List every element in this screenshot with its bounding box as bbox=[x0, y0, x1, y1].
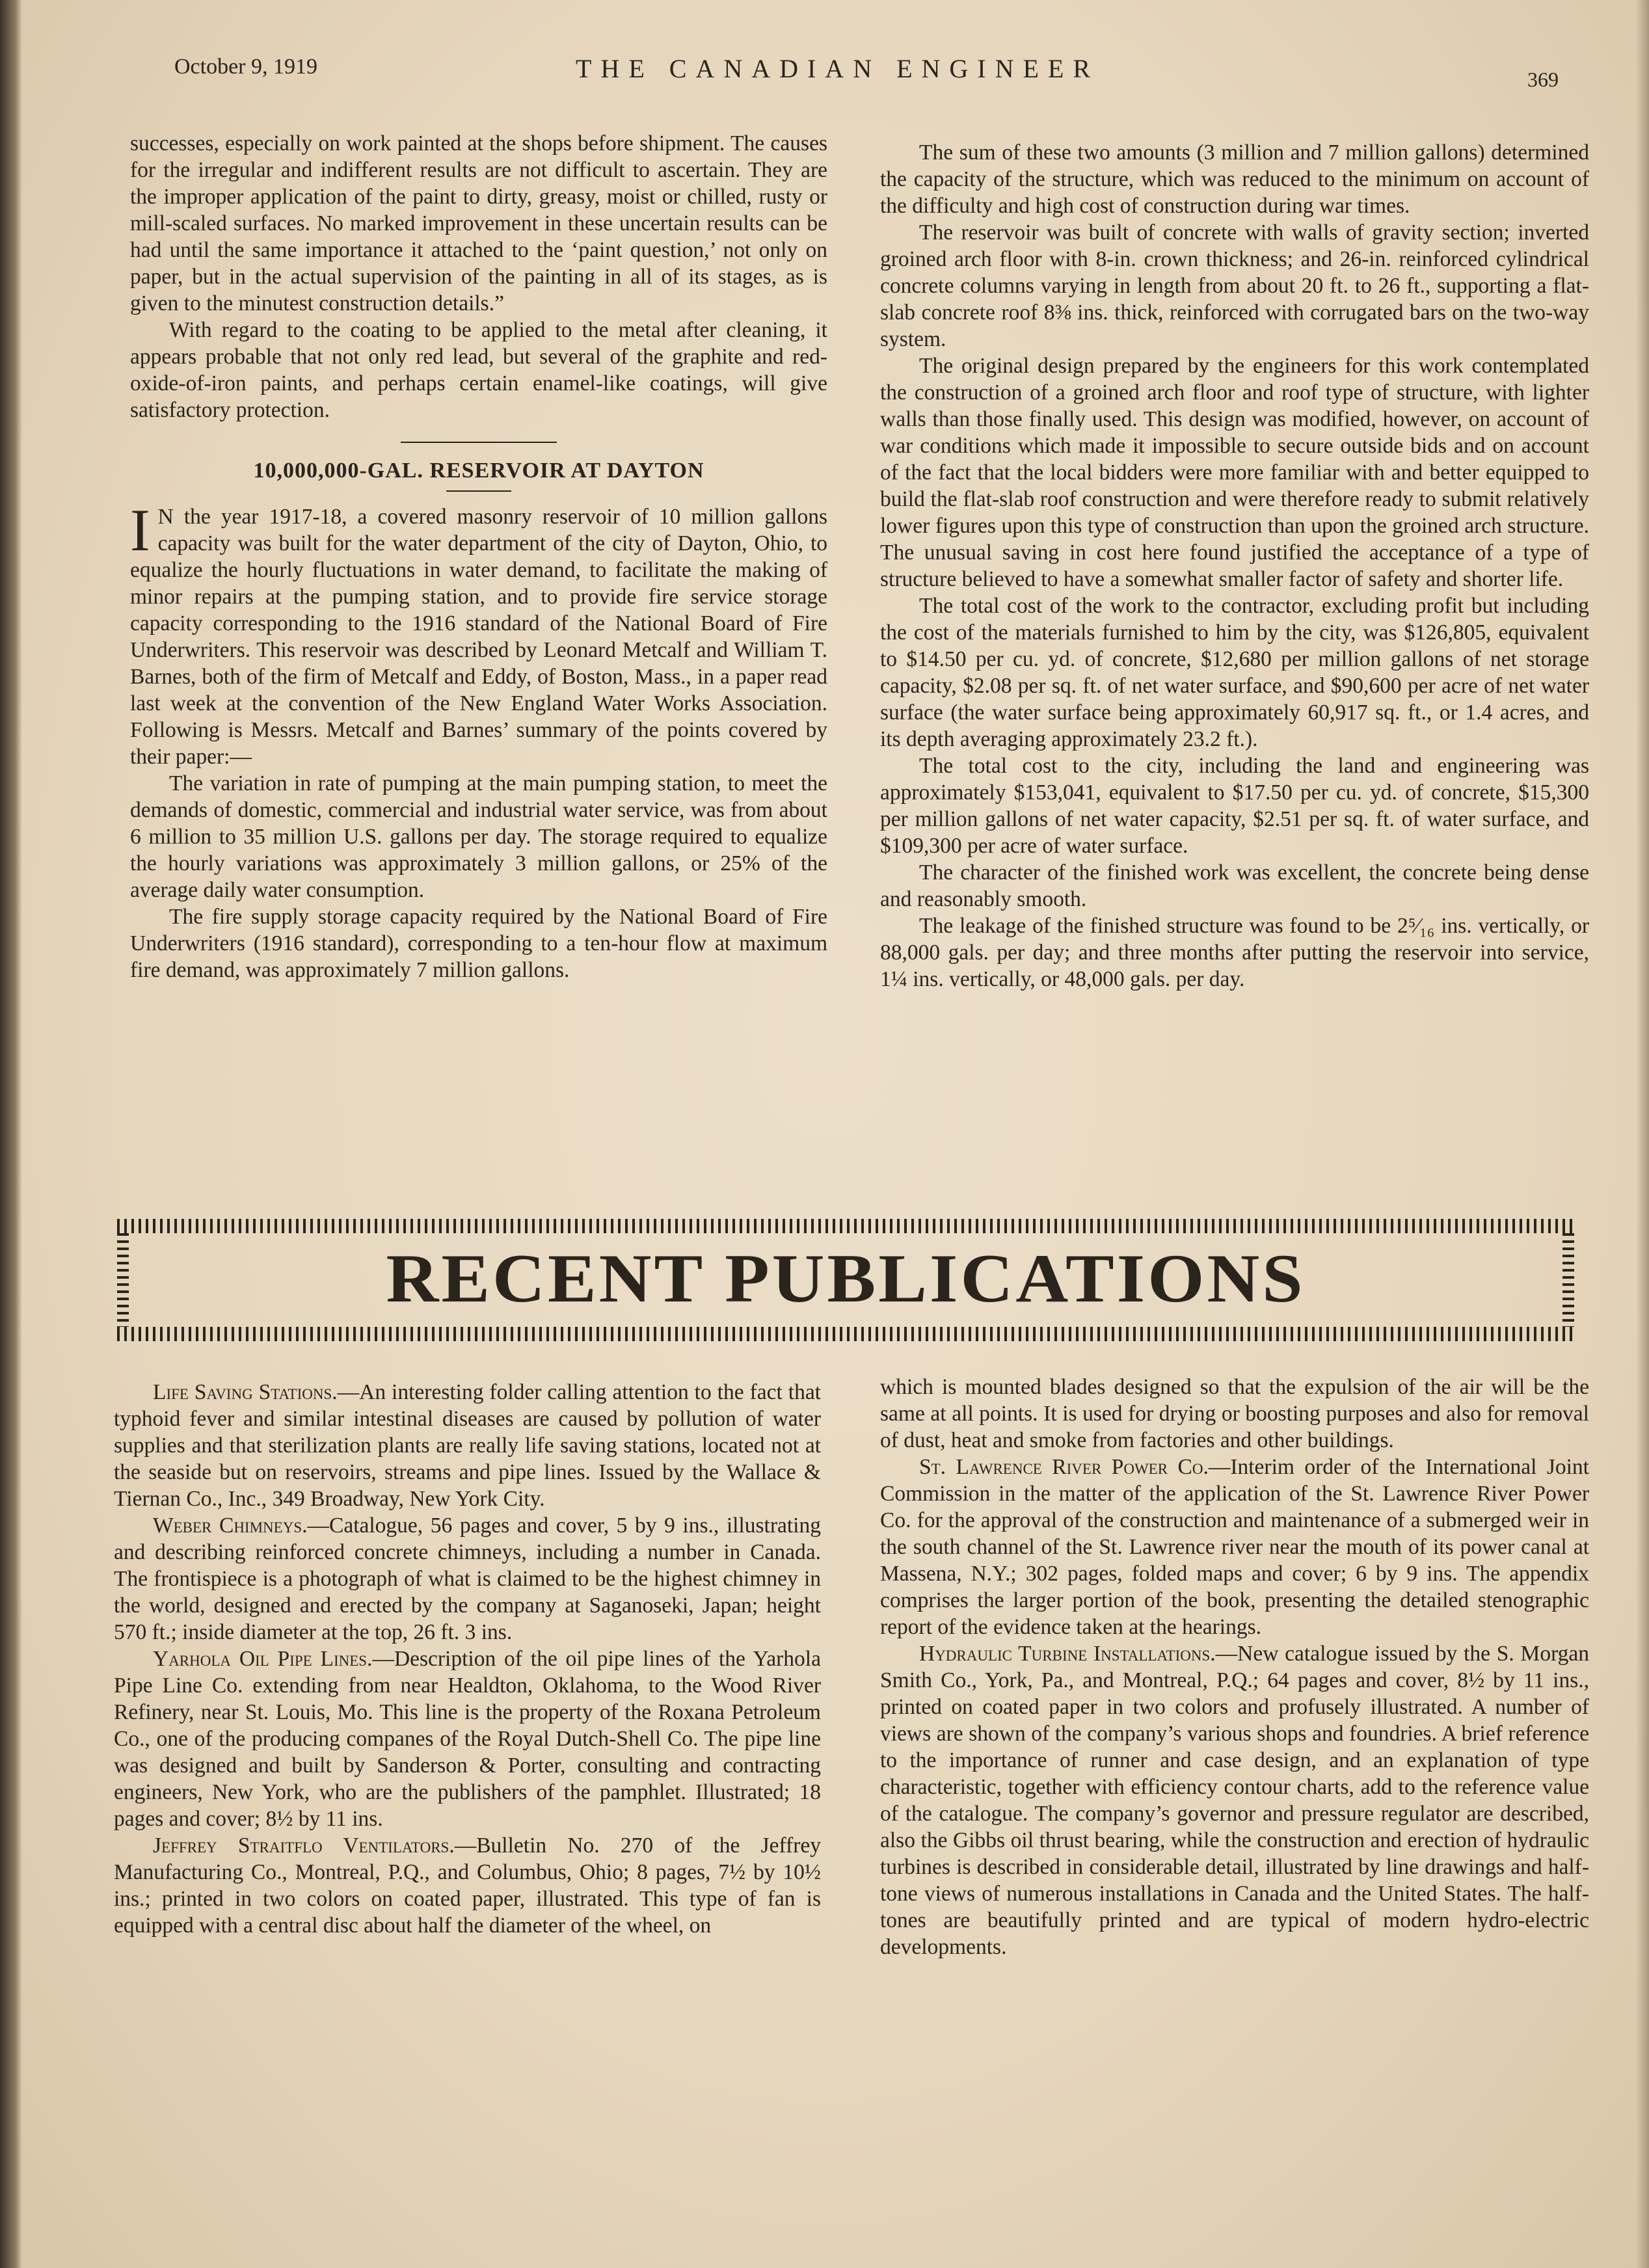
page-edge-shadow-left bbox=[0, 0, 22, 2268]
paragraph: The total cost of the work to the contractor, excluding profit but including the cost of the materials furnished to him by the city, was $126,805, equivalent to $14.50 per cu. yd. of concrete, $12,680 per million gallons of net storage capacity, $2.08 per sq. ft. of net water surface, and $90,600 per acre of net water surface (the water surface being approximately 60,917 sq. ft., or 1.4 acres, and its depth averaging approximately 23.2 ft.). bbox=[880, 594, 1589, 751]
article-title: 10,000,000-GAL. RESERVOIR AT DAYTON bbox=[253, 459, 704, 483]
paragraph: The variation in rate of pumping at the main pumping station, to meet the demands of domestic, commercial and industrial water service, was from about 6 million to 35 million U.S. gallons per day. The storage required to equalize the hourly variations was approximately 3 million gallons, or 25% of the average daily water consumption. bbox=[130, 771, 827, 902]
publication-title: Weber Chimneys. bbox=[153, 1514, 308, 1538]
publication-entry bbox=[114, 1832, 821, 1939]
publication-entry bbox=[114, 1646, 821, 1832]
publication-title: Yarhola Oil Pipe Lines. bbox=[153, 1647, 373, 1671]
header-journal-title: THE CANADIAN ENGINEER bbox=[576, 54, 1100, 83]
paragraph: The reservoir was built of concrete with walls of gravity section; inverted groined arch floor with 8-in. crown thickness; and 26-in. reinforced cylindrical concrete columns varying in length from about 20 ft. to 26 ft., supporting a flat-slab concrete roof 8⅜ ins. thick, reinforced with corrugated bars on the two-way system. bbox=[880, 220, 1589, 351]
column-top-right bbox=[880, 139, 1589, 993]
publication-description: —Catalogue, 56 pages and cover, 5 by 9 ins., illustrating and describing reinforced concrete chimneys, including a number in Canada. The frontispiece is a photograph of what is claimed to be the highest chimney in the world, designed and erected by the company at Saganoseki, Japan; height 570 ft.; inside diameter at the top, 26 ft. 3 ins. bbox=[114, 1514, 821, 1644]
publication-entry bbox=[114, 1379, 821, 1512]
publication-description: —An interesting folder calling attention to the fact that typhoid fever and similar intestinal diseases are caused by pollution of water supplies and that sterilization plants are really life saving stations, located not at the seaside but on reservoirs, streams and pipe lines. Issued by the Wallace & Tiernan Co., Inc., 349 Broadway, New York City. bbox=[114, 1380, 821, 1511]
banner-rule-bottom bbox=[117, 1327, 1574, 1341]
paragraph: The fire supply storage capacity required by the National Board of Fire Underwriters (1916 standard), corresponding to a ten-hour flow at maximum fire demand, was approximately 7 million gallons. bbox=[130, 905, 827, 982]
paragraph: With regard to the coating to be applied to the metal after cleaning, it appears probable that not only red lead, but several of the graphite and red-oxide-of-iron paints, and perhaps certain enamel-like coatings, will give satisfactory protection. bbox=[130, 318, 827, 422]
paragraph: The sum of these two amounts (3 million and 7 million gallons) determined the capacity of the structure, which was reduced to the minimum on account of the difficulty and high cost of construction during war times. bbox=[880, 140, 1589, 218]
publication-description: —New catalogue issued by the S. Morgan Smith Co., York, Pa., and Montreal, P.Q.; 64 pages and cover, 8½ by 11 ins., printed on coated paper in two colors and profusely illustrated. A number of views are shown of the company’s various shops and foundries. A brief reference to the importance of runner and case design, and an explanation of type characteristic, together with efficiency contour charts, add to the reference value of the catalogue. The company’s governor and pressure regulator are described, also the Gibbs oil thrust bearing, while the construction and erection of hydraulic turbines is described in considerable detail, illustrated by line drawings and half-tone views of numerous installations in Canada and the United States. The half-tones are beautifully printed and are typical of modern hydro-electric developments. bbox=[880, 1642, 1589, 1959]
column-top-left bbox=[130, 130, 827, 983]
paragraph: The leakage of the finished structure was found to be 2⁵⁄₁₆ ins. vertically, or 88,000 gals. per day; and three months after putting the reservoir into service, 1¼ ins. vertically, or 48,000 gals. per day. bbox=[880, 914, 1589, 991]
publication-entry bbox=[114, 1512, 821, 1646]
paragraph: successes, especially on work painted at the shops before shipment. The causes for the irregular and indifferent results are not difficult to ascertain. They are the improper application of the paint to dirty, greasy, moist or chilled, rusty or mill-scaled surfaces. No marked improvement in these uncertain results can be had until the same importance it attached to the ‘paint question,’ not only on paper, but in the actual supervision of the painting in all of its stages, as is given to the minutest construction details.” bbox=[130, 131, 827, 315]
banner-rule-top bbox=[117, 1219, 1574, 1233]
publication-title: Jeffrey Straitflo Ventilators. bbox=[153, 1834, 455, 1858]
lead-paragraph-text: N the year 1917-18, a covered masonry reservoir of 10 million gallons capacity was built for the water department of the city of Dayton, Ohio, to equalize the hourly fluctuations in water demand, to facilitate the making of minor repairs at the pumping station, and to provide fire service storage capacity corresponding to the 1916 standard of the National Board of Fire Underwriters. This reservoir was described by Leonard Metcalf and William T. Barnes, both of the firm of Metcalf and Eddy, of Boston, Mass., in a paper read last week at the convention of the New England Water Works Association. Following is Messrs. Metcalf and Barnes’ summary of the points covered by their paper:— bbox=[130, 505, 827, 769]
column-bottom-right bbox=[880, 1374, 1589, 1960]
publication-title: St. Lawrence River Power Co. bbox=[919, 1455, 1209, 1479]
running-header bbox=[0, 51, 1649, 96]
publication-entry bbox=[880, 1640, 1589, 1960]
page-edge-shadow-right bbox=[1636, 0, 1649, 2268]
header-page-number: 369 bbox=[1527, 68, 1559, 91]
publication-entry bbox=[880, 1454, 1589, 1640]
publication-title: Hydraulic Turbine Installations. bbox=[919, 1642, 1216, 1666]
publication-description: —Bulletin No. 270 of the Jeffrey Manufacturing Co., Montreal, P.Q., and Columbus, Ohio; 8 pages, 7½ by 10½ ins.; printed in two colors on coated paper, illustrated. This type of fan is equipped with a central disc about half the diameter of the wheel, on bbox=[114, 1834, 821, 1938]
publication-description: —Description of the oil pipe lines of the Yarhola Pipe Line Co. extending from near Healdton, Oklahoma, to the Wood River Refinery, near St. Louis, Mo. This line is the property of the Roxana Petroleum Co., one of the producing companes of the Royal Dutch-Shell Co. The pipe line was designed and built by Sanderson & Porter, consulting and contracting engineers, New York, who are the publishers of the pamphlet. Illustrated; 18 pages and cover; 8½ by 11 ins. bbox=[114, 1647, 821, 1831]
publication-title: Life Saving Stations. bbox=[153, 1380, 338, 1404]
paragraph: The original design prepared by the engineers for this work contemplated the construction of a groined arch floor and roof type of structure, with lighter walls than those finally used. This design was modified, however, on account of war conditions which made it impossible to secure outside bids and on account of the fact that the local bidders were more familiar with and better equipped to build the flat-slab roof construction and were therefore ready to submit relatively lower figures upon this type of construction than upon the groined arch structure. The unusual saving in cost here found justified the acceptance of a type of structure believed to have a somewhat smaller factor of safety and shorter life. bbox=[880, 354, 1589, 591]
drop-cap: I bbox=[130, 497, 150, 563]
recent-publications-banner bbox=[117, 1202, 1574, 1358]
header-date: October 9, 1919 bbox=[174, 55, 318, 79]
lead-paragraph bbox=[130, 497, 827, 770]
continued-entry-text: which is mounted blades designed so that the expulsion of the air will be the same at all points. It is used for drying or boosting purposes and also for removal of dust, heat and smoke from factories and other buildings. bbox=[880, 1375, 1589, 1452]
column-bottom-left bbox=[114, 1379, 821, 1939]
paragraph: The character of the finished work was excellent, the concrete being dense and reasonably smooth. bbox=[880, 861, 1589, 911]
title-underline bbox=[446, 490, 511, 492]
publication-description: —Interim order of the International Joint Commission in the matter of the application of the St. Lawrence River Power Co. for the approval of the construction and maintenance of a submerged weir in the south channel of the St. Lawrence river near the mouth of its power canal at Massena, N.Y.; 302 pages, folded maps and cover; 6 by 9 ins. The appendix comprises the larger portion of the book, presenting the detailed stenographic report of the evidence taken at the hearings. bbox=[880, 1455, 1589, 1639]
section-divider bbox=[401, 442, 557, 443]
section-heading: RECENT PUBLICATIONS bbox=[386, 1240, 1306, 1317]
paragraph: The total cost to the city, including the land and engineering was approximately $153,041, equivalent to $17.50 per cu. yd. of concrete, $15,300 per million gallons of net water capacity, $2.51 per sq. ft. of water surface, and $109,300 per acre of water surface. bbox=[880, 754, 1589, 858]
